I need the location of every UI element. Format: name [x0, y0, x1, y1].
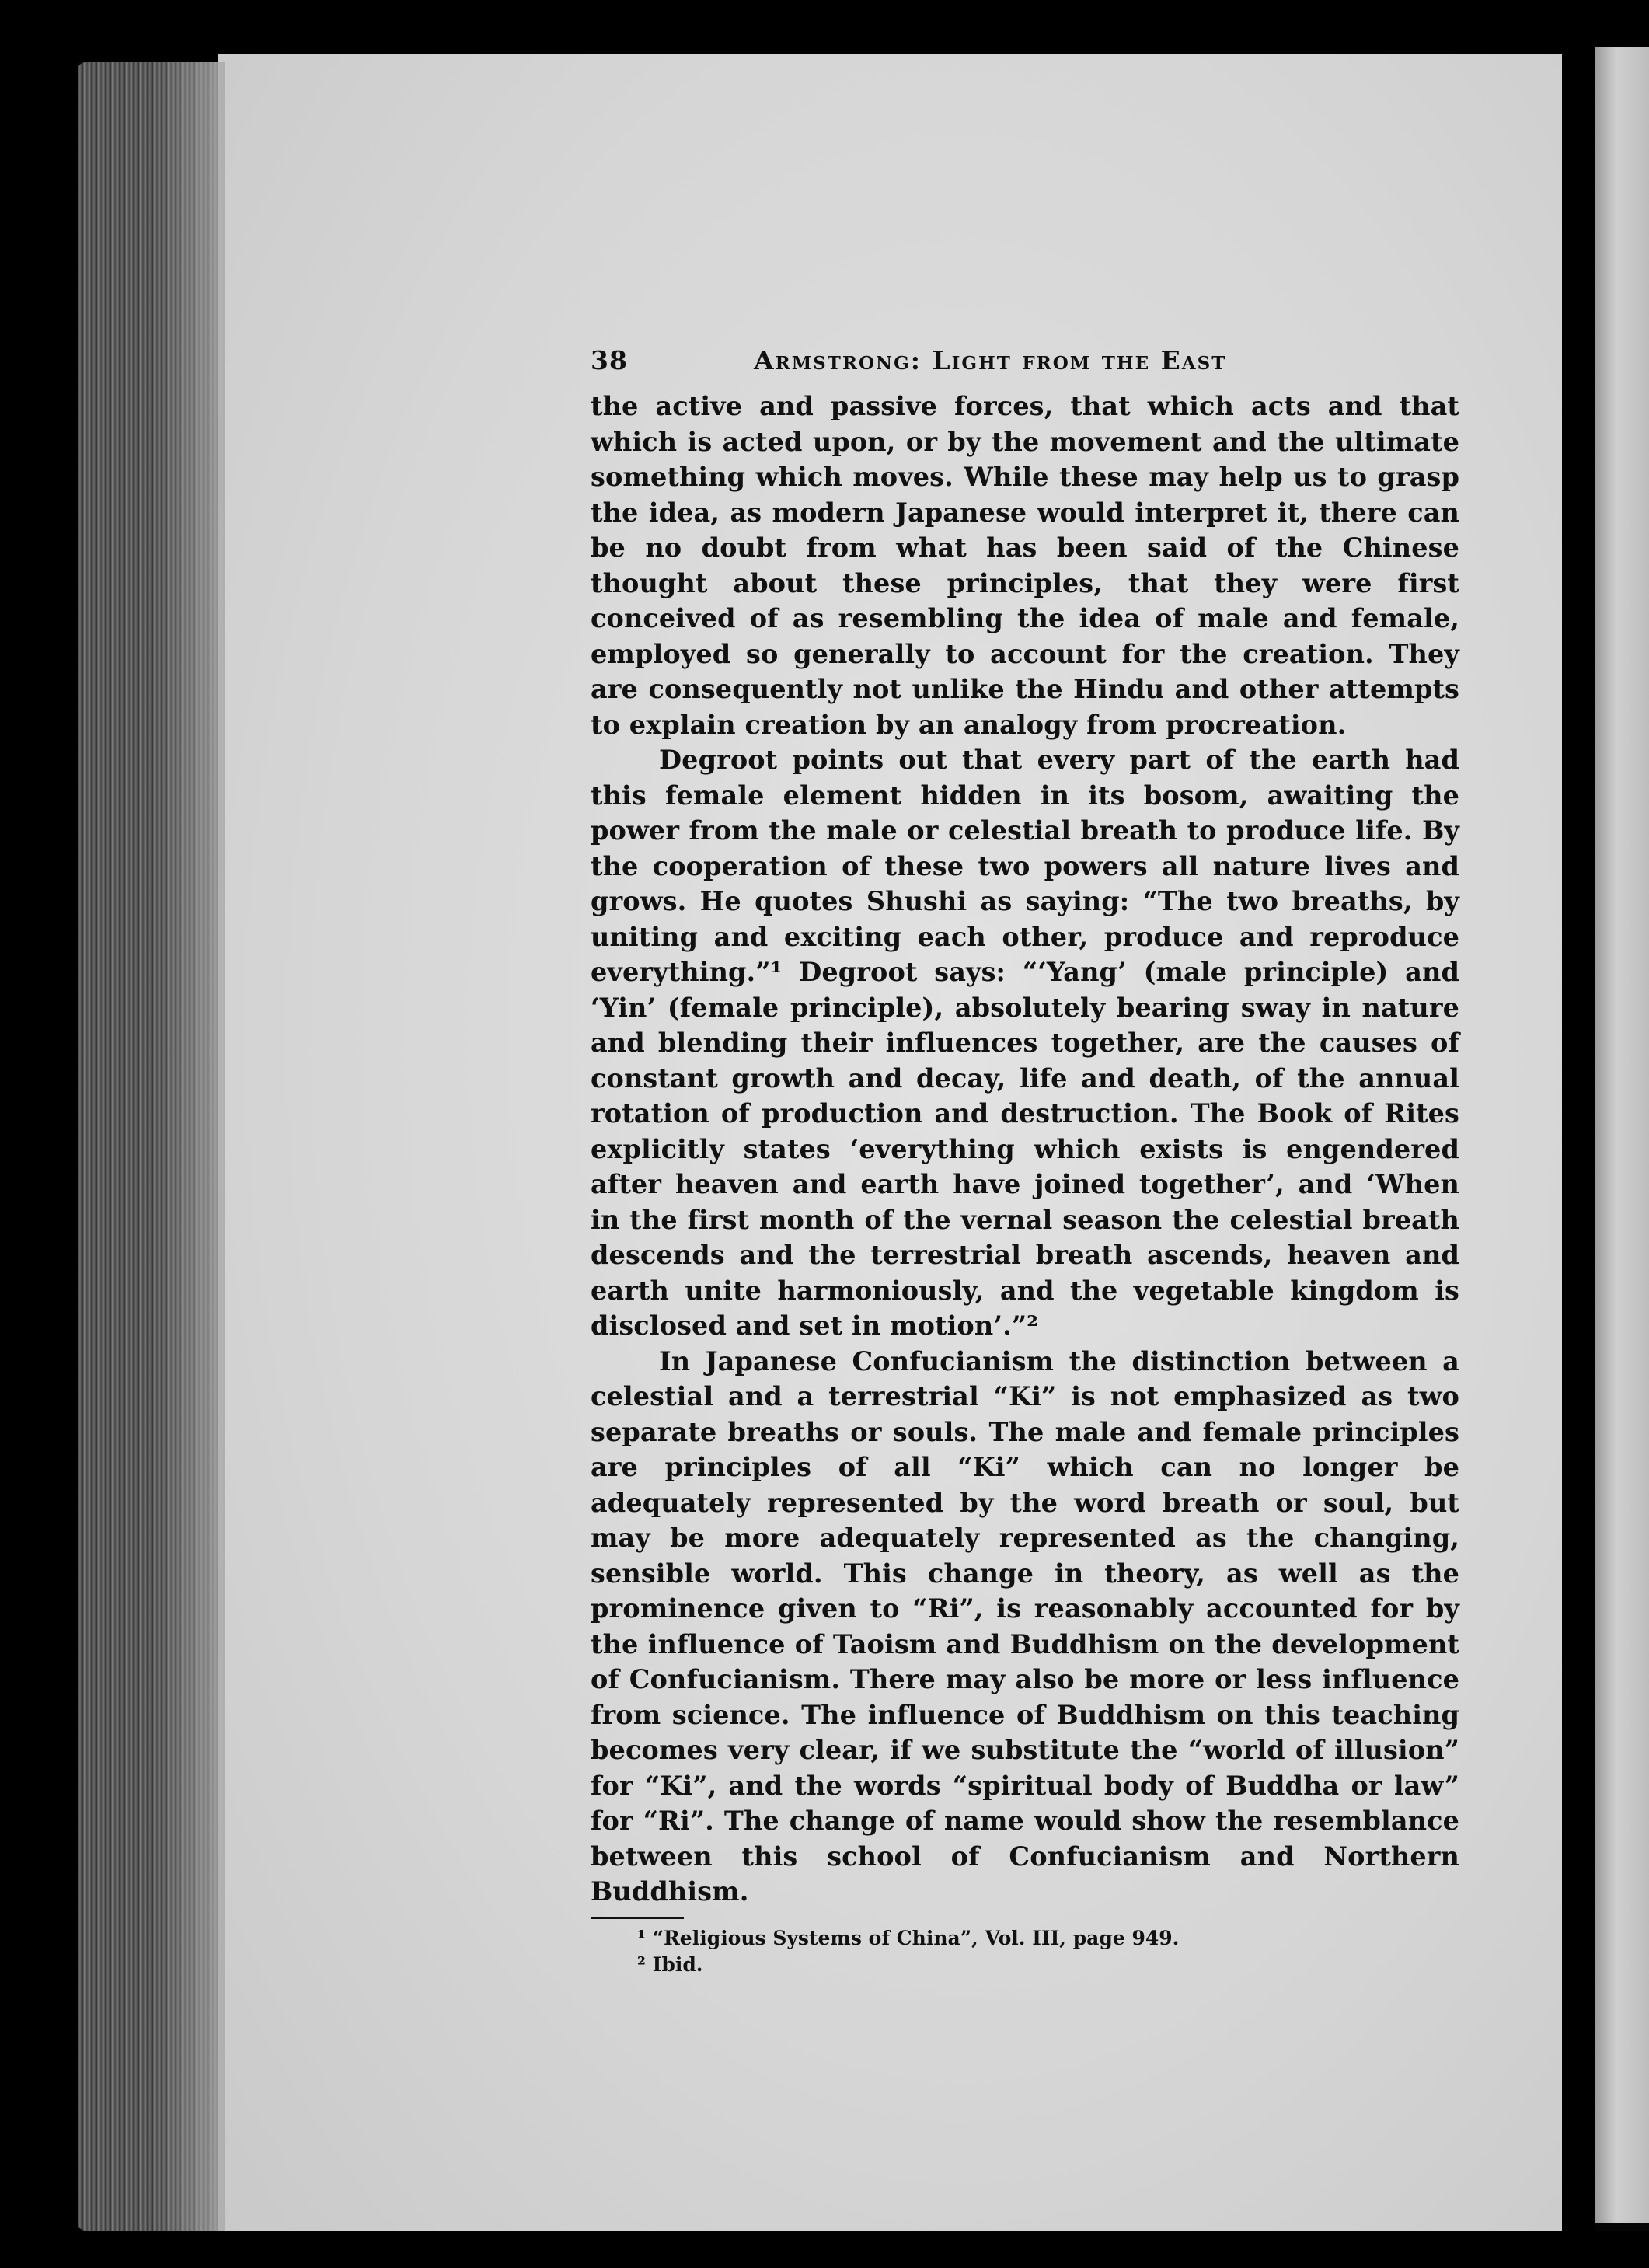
footnote: ² Ibid.	[637, 1952, 703, 1976]
footnote: ¹ “Religious Systems of China”, Vol. III, page 949.	[637, 1926, 1180, 1949]
page-edge-shadow	[155, 62, 225, 2231]
footnotes	[591, 1925, 1459, 1978]
running-title: Armstrong: Light from the East	[754, 345, 1227, 375]
body-text	[591, 389, 1459, 1910]
paragraph: In Japanese Confucianism the distinction between a celestial and a terrestrial “Ki” is not emphasized as two separate breaths or souls. The male and female principles are principles of all “Ki” which can no longer be adequately represented by the word breath or soul, but may be more adequately represented as the changing, sensible world. This change in theory, as well as the prominence given to “Ri”, is reasonably accounted for by the influence of Taoism and Buddhism on the development of Confucianism. There may also be more or less influence from science. The influence of Buddhism on this teaching becomes very clear, if we substitute the “world of illusion” for “Ki”, and the words “spiritual body of Buddha or law” for “Ri”. The change of name would show the resemblance between this school of Confucianism and Northern Buddhism.	[591, 1345, 1459, 1907]
page-text-block	[591, 342, 1459, 1978]
scan-background-top	[0, 0, 1649, 62]
footnote-rule	[591, 1917, 684, 1919]
running-head	[591, 342, 1459, 389]
scan-background-left	[0, 0, 78, 2268]
adjacent-page-edge	[1595, 47, 1649, 2223]
paragraph: Degroot points out that every part of the earth had this female element hidden in its bosom, awaiting the power from the male or celestial breath to produce life. By the cooperation of these two powers all nature lives and grows. He quotes Shushi as saying: “The two breaths, by uniting and exciting each other, produce and reproduce everything.”¹ Degroot says: “‘Yang’ (male principle) and ‘Yin’ (female principle), absolutely bearing sway in nature and blending their influences together, are the causes of constant growth and decay, life and death, of the annual rotation of production and destruction. The Book of Rites explicitly states ‘everything which exists is engendered after heaven and earth have joined together’, and ‘When in the first month of the vernal season the celestial breath descends and the terrestrial breath ascends, heaven and earth unite harmoniously, and the vegetable kingdom is disclosed and set in motion’.”²	[591, 745, 1459, 1341]
scan-background-bottom	[0, 2231, 1649, 2268]
page-number: 38	[591, 345, 628, 375]
paragraph: the active and passive forces, that which acts and that which is acted upon, or by the movement and the ultimate something which moves. While these may help us to grasp the idea, as modern Japanese would interpret it, there can be no doubt from what has been said of the Chinese thought about these principles, that they were first conceived of as resembling the idea of male and female, employed so generally to account for the creation. They are consequently not unlike the Hindu and other attempts to explain creation by an analogy from procreation.	[591, 391, 1459, 740]
book-gutter	[1562, 0, 1595, 2268]
